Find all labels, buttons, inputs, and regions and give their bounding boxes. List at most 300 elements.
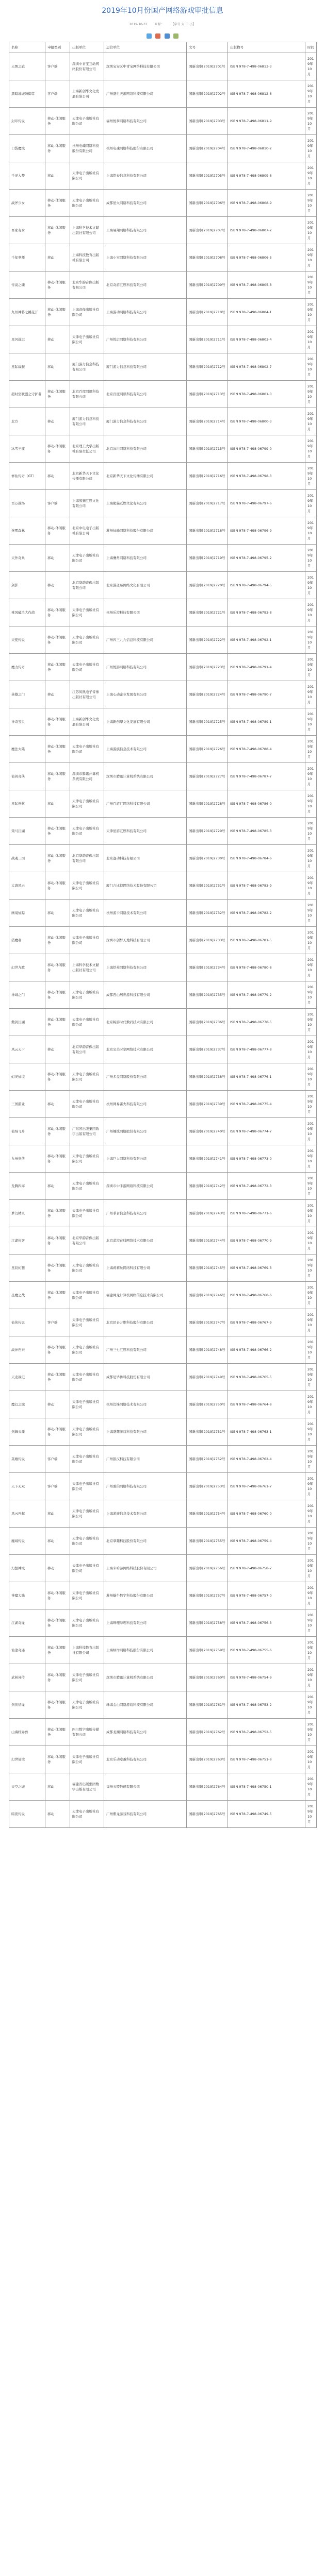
cell-date: 2019年10月 [305,654,317,681]
cell-publisher: 天津电子出版社有限公司 [70,1364,104,1391]
publish-date: 2019-10-31 [129,23,148,26]
cell-isbn: ISBN 978-7-498-06775-4 [228,1091,305,1118]
cell-isbn: ISBN 978-7-498-06797-6 [228,490,305,517]
table-row [9,1582,317,1609]
header-operator: 运营单位 [104,42,187,53]
cell-operator: 杭州网易雷火科技有限公司 [104,1091,187,1118]
cell-approval-number: 国新出审[2019]2719号 [187,545,228,572]
cell-category: 移动-休闲服务 [45,1719,70,1746]
cell-isbn: ISBN 978-7-498-06759-4 [228,1528,305,1555]
cell-isbn: ISBN 978-7-498-06796-9 [228,517,305,545]
cell-category: 移动-休闲服务 [45,1009,70,1036]
cell-date: 2019年10月 [305,217,317,244]
cell-name: 天龙战记 [9,1364,45,1391]
cell-date: 2019年10月 [305,1801,317,1828]
cell-date: 2019年10月 [305,1719,317,1746]
cell-category: 移动-休闲服务 [45,845,70,872]
cell-operator: 厦门吉比特网络技术股份有限公司 [104,872,187,900]
cell-category: 移动-休闲服务 [45,654,70,681]
cell-publisher: 天津电子出版社有限公司 [70,872,104,900]
cell-approval-number: 国新出审[2019]2763号 [187,1746,228,1773]
cell-isbn: ISBN 978-7-498-06806-5 [228,244,305,272]
cell-operator: 上海恺英网络科技有限公司 [104,954,187,981]
cell-publisher: 天津电子出版社有限公司 [70,1801,104,1828]
cell-operator: 北京百度网讯科技有限公司 [104,381,187,408]
cell-date: 2019年10月 [305,1227,317,1255]
cell-date: 2019年10月 [305,1528,317,1555]
cell-operator: 广州四三九九信息科技有限公司 [104,626,187,654]
cell-isbn: ISBN 978-7-498-06783-9 [228,872,305,900]
cell-operator: 天津星游互娱科技有限公司 [104,818,187,845]
table-row [9,463,317,490]
approval-table [9,42,317,1828]
cell-approval-number: 国新出审[2019]2765号 [187,1801,228,1828]
cell-publisher: 天津电子出版社有限公司 [70,1282,104,1309]
cell-isbn: ISBN 978-7-498-06757-0 [228,1582,305,1609]
cell-isbn: ISBN 978-7-498-06772-3 [228,1173,305,1200]
cell-name: 战斧少女 [9,190,45,217]
cell-publisher: 天津电子出版社有限公司 [70,1091,104,1118]
cell-name: 风云再起 [9,1500,45,1528]
cell-name: 神奇宝贝 [9,708,45,736]
table-row [9,1637,317,1664]
cell-operator: 广州悦游网络科技有限公司 [104,654,187,681]
table-row [9,1118,317,1145]
cell-name: 风云天下 [9,1036,45,1063]
cell-publisher: 天津电子出版社有限公司 [70,1309,104,1336]
cell-publisher: 天津电子出版社有限公司 [70,790,104,818]
cell-category: 客户端 [45,53,70,80]
cell-approval-number: 国新出审[2019]2707号 [187,217,228,244]
cell-category: 移动 [45,353,70,381]
table-row [9,1609,317,1637]
table-row [9,435,317,463]
article-meta [8,22,317,26]
cell-category: 客户端 [45,80,70,108]
cell-name: 魔幻之城 [9,1391,45,1418]
cell-operator: 厦门游力信息科技有限公司 [104,408,187,435]
table-row [9,517,317,545]
cell-publisher: 北京华韵音像出版有限公司 [70,1036,104,1063]
table-row [9,872,317,900]
cell-name: 江湖侠客 [9,1227,45,1255]
cell-approval-number: 国新出审[2019]2745号 [187,1255,228,1282]
share-wechat-icon[interactable] [147,33,152,39]
cell-name: 迷雾森林 [9,517,45,545]
cell-publisher: 天津电子出版社有限公司 [70,1582,104,1609]
cell-publisher: 厦门游力信息科技有限公司 [70,408,104,435]
cell-approval-number: 国新出审[2019]2728号 [187,790,228,818]
cell-operator: 上海易翔网络科技有限公司 [104,217,187,244]
cell-publisher: 天津电子出版社有限公司 [70,190,104,217]
cell-operator: 杭州乐港科技有限公司 [104,599,187,626]
cell-category: 移动 [45,900,70,927]
cell-name: 龙腾四海 [9,1173,45,1200]
cell-category: 移动 [45,1391,70,1418]
cell-category: 移动 [45,326,70,353]
cell-publisher: 天津电子出版社有限公司 [70,736,104,763]
cell-isbn: ISBN 978-7-498-06754-9 [228,1664,305,1691]
table-row [9,927,317,954]
cell-date: 2019年10月 [305,1364,317,1391]
cell-publisher: 天津电子出版社有限公司 [70,981,104,1009]
cell-publisher: 天津电子出版社有限公司 [70,1145,104,1173]
cell-category: 客户端 [45,1309,70,1336]
table-row [9,381,317,408]
cell-category: 移动 [45,681,70,708]
cell-approval-number: 国新出审[2019]2737号 [187,1036,228,1063]
cell-isbn: ISBN 978-7-498-06785-3 [228,818,305,845]
cell-operator: 北京奇游互娱科技有限公司 [104,272,187,299]
cell-isbn: ISBN 978-7-498-06776-1 [228,1063,305,1091]
cell-approval-number: 国新出审[2019]2755号 [187,1528,228,1555]
cell-operator: 上海绿岸网络科技股份有限公司 [104,1637,187,1664]
cell-category: 移动-休闲服务 [45,108,70,135]
table-row [9,1500,317,1528]
cell-approval-number: 国新出审[2019]2736号 [187,1009,228,1036]
cell-date: 2019年10月 [305,1091,317,1118]
cell-date: 2019年10月 [305,463,317,490]
cell-operator: 杭州游卡网络技术有限公司 [104,900,187,927]
cell-date: 2019年10月 [305,1145,317,1173]
cell-publisher: 天津电子出版社有限公司 [70,599,104,626]
cell-date: 2019年10月 [305,1773,317,1801]
cell-operator: 深圳市中手游网络科技有限公司 [104,1173,187,1200]
cell-publisher: 天津电子出版社有限公司 [70,1391,104,1418]
cell-name: 超时空联盟之守护者 [9,381,45,408]
cell-category: 移动-休闲服务 [45,1255,70,1282]
table-row [9,1664,317,1691]
cell-category: 移动-休闲服务 [45,1582,70,1609]
cell-approval-number: 国新出审[2019]2726号 [187,736,228,763]
cell-publisher: 厦门游力信息科技有限公司 [70,353,104,381]
source-label: 来源： [154,23,164,26]
cell-isbn: ISBN 978-7-498-06758-7 [228,1555,305,1582]
cell-operator: 北京昆仑万维科技股份有限公司 [104,1309,187,1336]
cell-approval-number: 国新出审[2019]2708号 [187,244,228,272]
cell-approval-number: 国新出审[2019]2706号 [187,190,228,217]
share-qq-icon[interactable] [165,33,170,39]
cell-approval-number: 国新出审[2019]2710号 [187,299,228,326]
cell-isbn: ISBN 978-7-498-06789-1 [228,708,305,736]
cell-isbn: ISBN 978-7-498-06782-2 [228,900,305,927]
cell-operator: 北京完美时空网络技术有限公司 [104,1036,187,1063]
cell-approval-number: 国新出审[2019]2742号 [187,1173,228,1200]
table-row [9,1473,317,1500]
cell-operator: 成都龙渊网络科技有限公司 [104,1719,187,1746]
cell-date: 2019年10月 [305,1446,317,1473]
cell-operator: 广州百游汇网络科技有限公司 [104,790,187,818]
cell-operator: 上海心动企业发展有限公司 [104,681,187,708]
cell-approval-number: 国新出审[2019]2744号 [187,1227,228,1255]
cell-date: 2019年10月 [305,1036,317,1063]
cell-category: 移动-休闲服务 [45,1282,70,1309]
cell-operator: 上海铭泰信息科技有限公司 [104,162,187,190]
cell-publisher: 天津电子出版社有限公司 [70,1746,104,1773]
cell-operator: 广州多益网络股份有限公司 [104,1063,187,1091]
cell-name: 英雄传说 [9,1446,45,1473]
cell-name: 幻世仙境 [9,1746,45,1773]
cell-category: 移动-休闲服务 [45,599,70,626]
table-row [9,1309,317,1336]
cell-approval-number: 国新出审[2019]2715号 [187,435,228,463]
cell-name: 天外奇兵 [9,545,45,572]
cell-operator: 广州趣炫网络股份有限公司 [104,1118,187,1145]
cell-category: 移动 [45,162,70,190]
table-row [9,244,317,272]
header-date: 时间 [305,42,317,53]
page-title: 2019年10月份国产网络游戏审批信息 [102,7,223,15]
cell-date: 2019年10月 [305,599,317,626]
cell-isbn: ISBN 978-7-498-06753-2 [228,1691,305,1719]
cell-publisher: 上海熊猫互娱文化有限公司 [70,490,104,517]
cell-category: 客户端 [45,1473,70,1500]
cell-approval-number: 国新出审[2019]2716号 [187,463,228,490]
cell-isbn: ISBN 978-7-498-06767-9 [228,1309,305,1336]
table-row [9,1063,317,1091]
cell-name: 江湖奇缘 [9,1609,45,1637]
cell-approval-number: 国新出审[2019]2702号 [187,80,228,108]
cell-operator: 上海哔哩哔哩科技有限公司 [104,1609,187,1637]
cell-approval-number: 国新出审[2019]2711号 [187,326,228,353]
cell-date: 2019年10月 [305,1336,317,1364]
cell-date: 2019年10月 [305,1282,317,1309]
cell-approval-number: 国新出审[2019]2718号 [187,517,228,545]
table-row [9,353,317,381]
cell-approval-number: 国新出审[2019]2739号 [187,1091,228,1118]
cell-category: 移动 [45,1500,70,1528]
cell-approval-number: 国新出审[2019]2721号 [187,599,228,626]
cell-publisher: 北京华韵音像出版有限公司 [70,272,104,299]
cell-category: 移动-休闲服务 [45,626,70,654]
cell-category: 移动-休闲服务 [45,135,70,162]
cell-isbn: ISBN 978-7-498-06804-1 [228,299,305,326]
cell-name: 仙剑奇侠 [9,763,45,790]
cell-category: 移动-休闲服务 [45,217,70,244]
cell-name: 大唐风云 [9,872,45,900]
cell-name: 天图之旅 [9,53,45,80]
table-row [9,626,317,654]
cell-operator: 上海小宝网络科技有限公司 [104,244,187,272]
approval-table-wrapper [9,42,316,1828]
cell-publisher: 北京新华天下文化传播有限公司 [70,463,104,490]
cell-date: 2019年10月 [305,80,317,108]
cell-approval-number: 国新出审[2019]2732号 [187,900,228,927]
cell-category: 移动-休闲服务 [45,299,70,326]
cell-publisher: 北京华韵音像出版有限公司 [70,572,104,599]
cell-name: 三国霸业 [9,1091,45,1118]
cell-name: 星辰幻想 [9,1255,45,1282]
cell-publisher: 天津电子出版社有限公司 [70,108,104,135]
cell-name: 仙域飞升 [9,1118,45,1145]
cell-isbn: ISBN 978-7-498-06788-4 [228,736,305,763]
cell-category: 移动 [45,1528,70,1555]
cell-date: 2019年10月 [305,353,317,381]
cell-approval-number: 国新出审[2019]2709号 [187,272,228,299]
cell-operator: 成都尼毕鲁科技股份有限公司 [104,1364,187,1391]
cell-name: 仙侠传说 [9,1309,45,1336]
cell-category: 移动-休闲服务 [45,1664,70,1691]
table-row [9,1036,317,1063]
cell-category: 移动-休闲服务 [45,954,70,981]
cell-date: 2019年10月 [305,1173,317,1200]
cell-approval-number: 国新出审[2019]2743号 [187,1200,228,1227]
cell-name: 封印传说 [9,108,45,135]
table-row [9,599,317,626]
font-size-control[interactable]: 【字号 大 中 小】 [171,23,196,26]
cell-category: 移动-休闲服务 [45,1200,70,1227]
cell-date: 2019年10月 [305,1009,317,1036]
cell-category: 移动-休闲服务 [45,1145,70,1173]
cell-isbn: ISBN 978-7-498-06765-5 [228,1364,305,1391]
cell-publisher: 北京中电电子出版社有限公司 [70,517,104,545]
cell-date: 2019年10月 [305,681,317,708]
table-row [9,1418,317,1446]
cell-date: 2019年10月 [305,927,317,954]
cell-name: 剑侠情缘 [9,1691,45,1719]
cell-operator: 上海熊猫互娱文化有限公司 [104,490,187,517]
table-row [9,763,317,790]
cell-name: 猎魔者 [9,927,45,954]
cell-approval-number: 国新出审[2019]2727号 [187,763,228,790]
cell-operator: 福建网龙计算机网络信息技术有限公司 [104,1282,187,1309]
header-isbn: 出版物号 [228,42,305,53]
cell-category: 移动-休闲服务 [45,381,70,408]
table-row [9,572,317,599]
table-row [9,408,317,435]
header-category: 申报类别 [45,42,70,53]
cell-name: 乘风破浪大作战 [9,599,45,626]
cell-category: 移动-休闲服务 [45,1637,70,1664]
cell-date: 2019年10月 [305,435,317,463]
cell-operator: 上海巨人网络科技有限公司 [104,1145,187,1173]
table-header-row [9,42,317,53]
cell-category: 移动 [45,1173,70,1200]
cell-category: 移动-休闲服务 [45,981,70,1009]
cell-operator: 北京掌趣科技股份有限公司 [104,1528,187,1555]
cell-name: 梦幻精灵 [9,1200,45,1227]
cell-approval-number: 国新出审[2019]2724号 [187,681,228,708]
cell-category: 移动-休闲服务 [45,1336,70,1364]
cell-operator: 上海游族信息技术有限公司 [104,1500,187,1528]
cell-operator: 福州天盟数码有限公司 [104,1773,187,1801]
table-row [9,272,317,299]
cell-category: 移动-休闲服务 [45,1063,70,1091]
cell-category: 移动-休闲服务 [45,190,70,217]
cell-name: 魔域传说 [9,1528,45,1555]
cell-isbn: ISBN 978-7-498-06761-7 [228,1473,305,1500]
cell-date: 2019年10月 [305,572,317,599]
table-row [9,900,317,927]
cell-name: 九州剑侠 [9,1145,45,1173]
cell-category: 客户端 [45,1446,70,1473]
cell-approval-number: 国新出审[2019]2764号 [187,1773,228,1801]
cell-category: 移动-休闲服务 [45,272,70,299]
cell-approval-number: 国新出审[2019]2729号 [187,818,228,845]
cell-approval-number: 国新出审[2019]2761号 [187,1691,228,1719]
table-row [9,954,317,981]
table-row [9,1145,317,1173]
cell-date: 2019年10月 [305,1691,317,1719]
cell-category: 移动 [45,1773,70,1801]
cell-isbn: ISBN 978-7-498-06812-6 [228,80,305,108]
table-row [9,654,317,681]
cell-isbn: ISBN 978-7-498-06801-0 [228,381,305,408]
cell-approval-number: 国新出审[2019]2717号 [187,490,228,517]
cell-date: 2019年10月 [305,272,317,299]
cell-name: 英雄之门 [9,681,45,708]
cell-publisher: 福建省出版集团数字出版有限公司 [70,1773,104,1801]
cell-category: 移动-休闲服务 [45,818,70,845]
cell-operator: 上海莉莉丝网络科技有限公司 [104,1255,187,1282]
table-row [9,981,317,1009]
table-row [9,162,317,190]
header-approval-number: 文号 [187,42,228,53]
cell-publisher: 广东省出版集团数字出版有限公司 [70,1118,104,1145]
cell-publisher: 天津电子出版社有限公司 [70,1555,104,1582]
table-row [9,1446,317,1473]
table-row [9,490,317,517]
cell-date: 2019年10月 [305,736,317,763]
cell-approval-number: 国新出审[2019]2762号 [187,1719,228,1746]
cell-isbn: ISBN 978-7-498-06769-3 [228,1255,305,1282]
cell-name: 傲剑江湖 [9,1009,45,1036]
table-row [9,681,317,708]
table-row [9,135,317,162]
cell-name: 星河战记 [9,326,45,353]
cell-operator: 深圳市创梦天地科技有限公司 [104,927,187,954]
share-more-icon[interactable] [173,33,178,39]
cell-name: 魔力传奇 [9,654,45,681]
cell-name: 战神归来 [9,1336,45,1364]
cell-publisher: 上海科技教育出版社有限公司 [70,244,104,272]
cell-publisher: 北京华韵音像出版有限公司 [70,845,104,872]
cell-name: 修仙传奇（GT） [9,463,45,490]
cell-name: 剑舞天涯 [9,1418,45,1446]
cell-approval-number: 国新出审[2019]2749号 [187,1364,228,1391]
cell-date: 2019年10月 [305,1609,317,1637]
share-weibo-icon[interactable] [155,33,160,39]
cell-name: 山海经异兽 [9,1719,45,1746]
cell-category: 移动-休闲服务 [45,1746,70,1773]
cell-approval-number: 国新出审[2019]2760号 [187,1664,228,1691]
cell-approval-number: 国新出审[2019]2713号 [187,381,228,408]
table-row [9,1746,317,1773]
cell-publisher: 上海音像出版社有限公司 [70,299,104,326]
cell-publisher: 天津电子出版社有限公司 [70,1418,104,1446]
cell-isbn: ISBN 978-7-498-06779-2 [228,981,305,1009]
table-row [9,1282,317,1309]
cell-isbn: ISBN 978-7-498-06777-8 [228,1036,305,1063]
cell-date: 2019年10月 [305,490,317,517]
cell-operator: 广州紫龙游戏科技有限公司 [104,1801,187,1828]
cell-name: 吾家有女 [9,217,45,244]
cell-isbn: ISBN 978-7-498-06807-2 [228,217,305,244]
cell-category: 移动-休闲服务 [45,1364,70,1391]
cell-approval-number: 国新出审[2019]2750号 [187,1391,228,1418]
cell-name: 剑影 [9,572,45,599]
cell-isbn: ISBN 978-7-498-06784-6 [228,845,305,872]
cell-category: 移动 [45,408,70,435]
cell-date: 2019年10月 [305,190,317,217]
cell-name: 传说之魂 [9,272,45,299]
cell-category: 移动 [45,572,70,599]
table-row [9,1091,317,1118]
cell-date: 2019年10月 [305,135,317,162]
cell-publisher: 深圳市腾讯计算机系统有限公司 [70,763,104,790]
header-name: 名称 [9,42,45,53]
cell-isbn: ISBN 978-7-498-06752-5 [228,1719,305,1746]
